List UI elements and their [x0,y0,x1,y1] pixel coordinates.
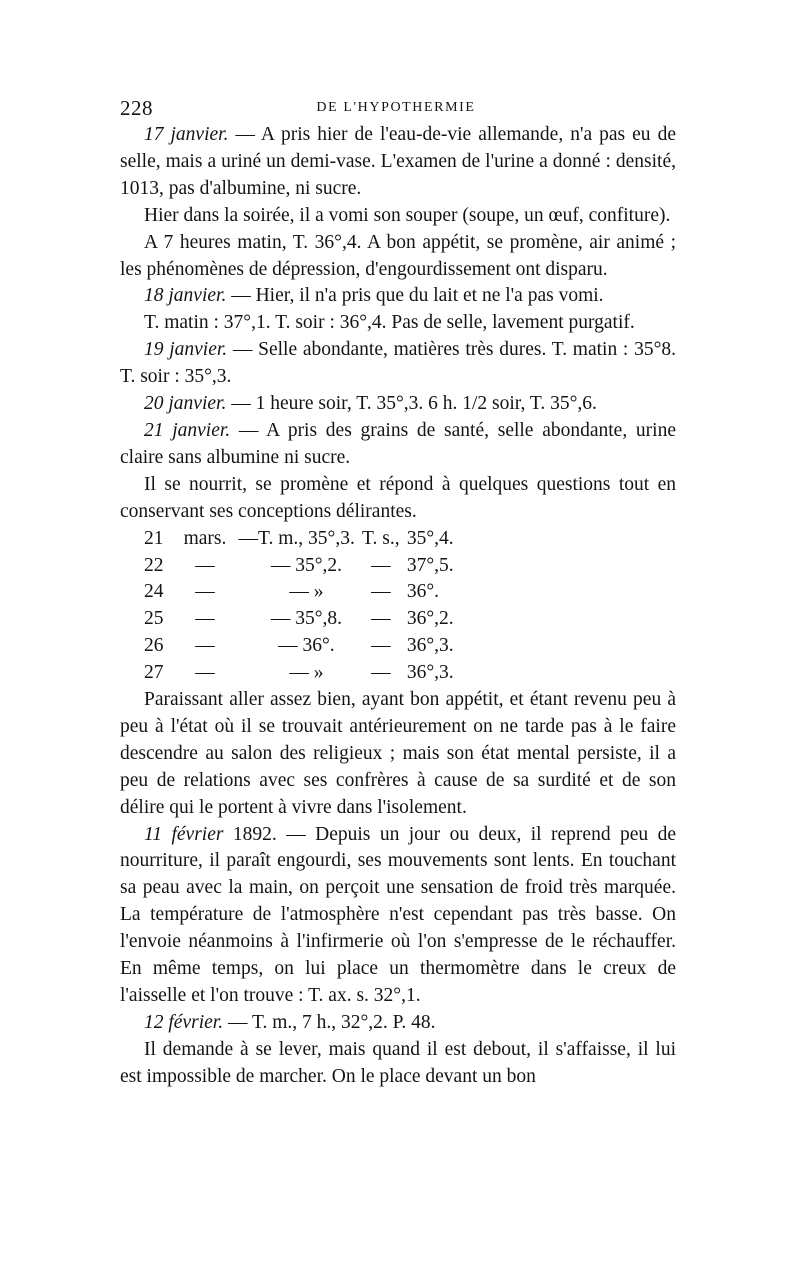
table-row [120,526,676,553]
paragraph-text: Hier dans la soirée, il a vomi son souper (soupe, un œuf, confiture). [144,204,671,226]
paragraph [120,687,676,822]
entry-text: — T. m., 7 h., 32°,2. P. 48. [223,1011,436,1033]
paragraph-12-fevrier [120,1010,676,1037]
row-morning-label: — [289,662,309,684]
row-morning [258,526,355,553]
entry-text: — Selle abondante, matières très dures. T. matin : 35°8. T. soir : 35°,3. [120,339,676,388]
entry-date: 12 février. [144,1011,224,1033]
entry-date: 18 janvier. [144,285,227,307]
row-month: — [195,662,215,684]
row-morning-label: — [270,608,291,630]
row-month: — [195,581,215,603]
paragraph-17-janvier [120,122,676,203]
row-evening-label: — [371,581,391,603]
row-dash [238,579,258,606]
entry-date: 20 janvier. [144,393,227,415]
entry-date: 21 janvier. [144,419,231,441]
row-morning-value: » [313,581,324,603]
entry-text: — Hier, il n'a pris que du lait et ne l'a pas vomi. [226,285,604,307]
row-day: 27 [144,662,164,684]
row-dash: — [238,527,258,549]
row-month: — [195,608,215,630]
table-row [120,633,676,660]
row-day: 21 [144,527,164,549]
row-evening-label: — [371,635,391,657]
entry-text: 1892. — Depuis un jour ou deux, il reprend peu de nourriture, il paraît engourdi, ses mouvements sont lents. En touchant sa peau avec la main, on perçoit une sensation de froid très marquée. La température de l'atmosphère n'est cependant pas très basse. On l'envoie néanmoins à l'infirmerie où l'on s'empresse de le réchauffer. En même temps, on lui place un thermomètre dans le creux de l'aisselle et l'on trouve : T. ax. s. 32°,1. [120,823,676,1006]
row-evening-value: 37°,5. [406,554,454,576]
paragraph-text: T. matin : 37°,1. T. soir : 36°,4. Pas de selle, lavement purgatif. [144,312,635,334]
entry-text: — A pris des grains de santé, selle abondante, urine claire sans albumine ni sucre. [120,419,677,468]
paragraph-11-fevrier [120,822,676,1010]
row-dash [238,606,258,633]
paragraph [120,472,676,526]
row-morning-value: 36°. [302,635,335,657]
row-morning [258,606,355,633]
paragraph [120,310,676,337]
entry-text: — 1 heure soir, T. 35°,3. 6 h. 1/2 soir, T. 35°,6. [226,393,597,415]
row-evening-label: — [371,608,391,630]
table-row [120,606,676,633]
row-month: mars. [183,527,227,549]
running-title: DE L'HYPOTHERMIE [316,100,476,115]
row-evening-value: 36°,3. [406,662,454,684]
row-morning-label: T. m., [258,527,304,549]
row-morning [258,633,355,660]
page-header [120,96,672,120]
entry-text: — A pris hier de l'eau-de-vie allemande, n'a pas eu de selle, mais a uriné un demi-vase. L'examen de l'urine a donné : densité, 1013, pas d'albumine, ni sucre. [120,124,676,199]
row-morning [258,579,355,606]
row-day: 24 [144,581,164,603]
row-dash [238,660,258,687]
row-morning [258,660,355,687]
paragraph-18-janvier [120,283,676,310]
paragraph [120,203,676,230]
row-dash [238,633,258,660]
paragraph-text: Il demande à se lever, mais quand il est debout, il s'affaisse, il lui est impossible de marcher. On le place devant un bon [120,1038,676,1087]
row-evening-label: — [371,662,391,684]
page-number: 228 [120,96,153,120]
paragraph-21-janvier [120,418,676,472]
row-evening-value: 36°. [406,581,440,603]
row-evening-label: T. s., [362,527,400,549]
entry-date: 11 février [144,823,224,845]
row-day: 22 [144,554,164,576]
row-morning-label: — [278,635,298,657]
row-morning-value: 35°,2. [295,554,342,576]
text-body [120,122,676,1091]
table-row [120,553,676,580]
row-evening-value: 36°,2. [406,608,454,630]
row-morning-label: — [270,554,291,576]
temperature-table [120,526,676,687]
row-morning [258,553,355,580]
row-morning-value: 35°,3. [308,527,355,549]
row-morning-value: » [313,662,324,684]
paragraph-text: Paraissant aller assez bien, ayant bon appétit, et étant revenu peu à peu à l'état où il se trouvait antérieurement on ne tarde pas à le faire descendre au salon des religieux ; mais son état mental persiste, il a peu de relations avec ses confrères à cause de sa surdité et de son délire qui le portent à vivre dans l'isolement. [120,689,676,818]
paragraph-text: Il se nourrit, se promène et répond à quelques questions tout en conservant ses conceptions délirantes. [120,473,676,522]
row-evening-value: 35°,4. [406,527,454,549]
row-month: — [195,554,215,576]
table-row [120,660,676,687]
paragraph-text: A 7 heures matin, T. 36°,4. A bon appétit, se promène, air animé ; les phénomènes de dépression, d'engourdissement ont disparu. [120,231,676,280]
paragraph-19-janvier [120,337,676,391]
row-evening-value: 36°,3. [406,635,454,657]
row-dash [238,553,258,580]
row-morning-value: 35°,8. [295,608,342,630]
entry-date: 19 janvier. [144,339,228,361]
table-row [120,579,676,606]
paragraph-20-janvier [120,391,676,418]
row-day: 25 [144,608,164,630]
row-month: — [195,635,215,657]
paragraph [120,230,676,284]
row-morning-label: — [289,581,309,603]
paragraph [120,1037,676,1091]
row-evening-label: — [371,554,391,576]
row-day: 26 [144,635,164,657]
entry-date: 17 janvier. [144,124,229,145]
